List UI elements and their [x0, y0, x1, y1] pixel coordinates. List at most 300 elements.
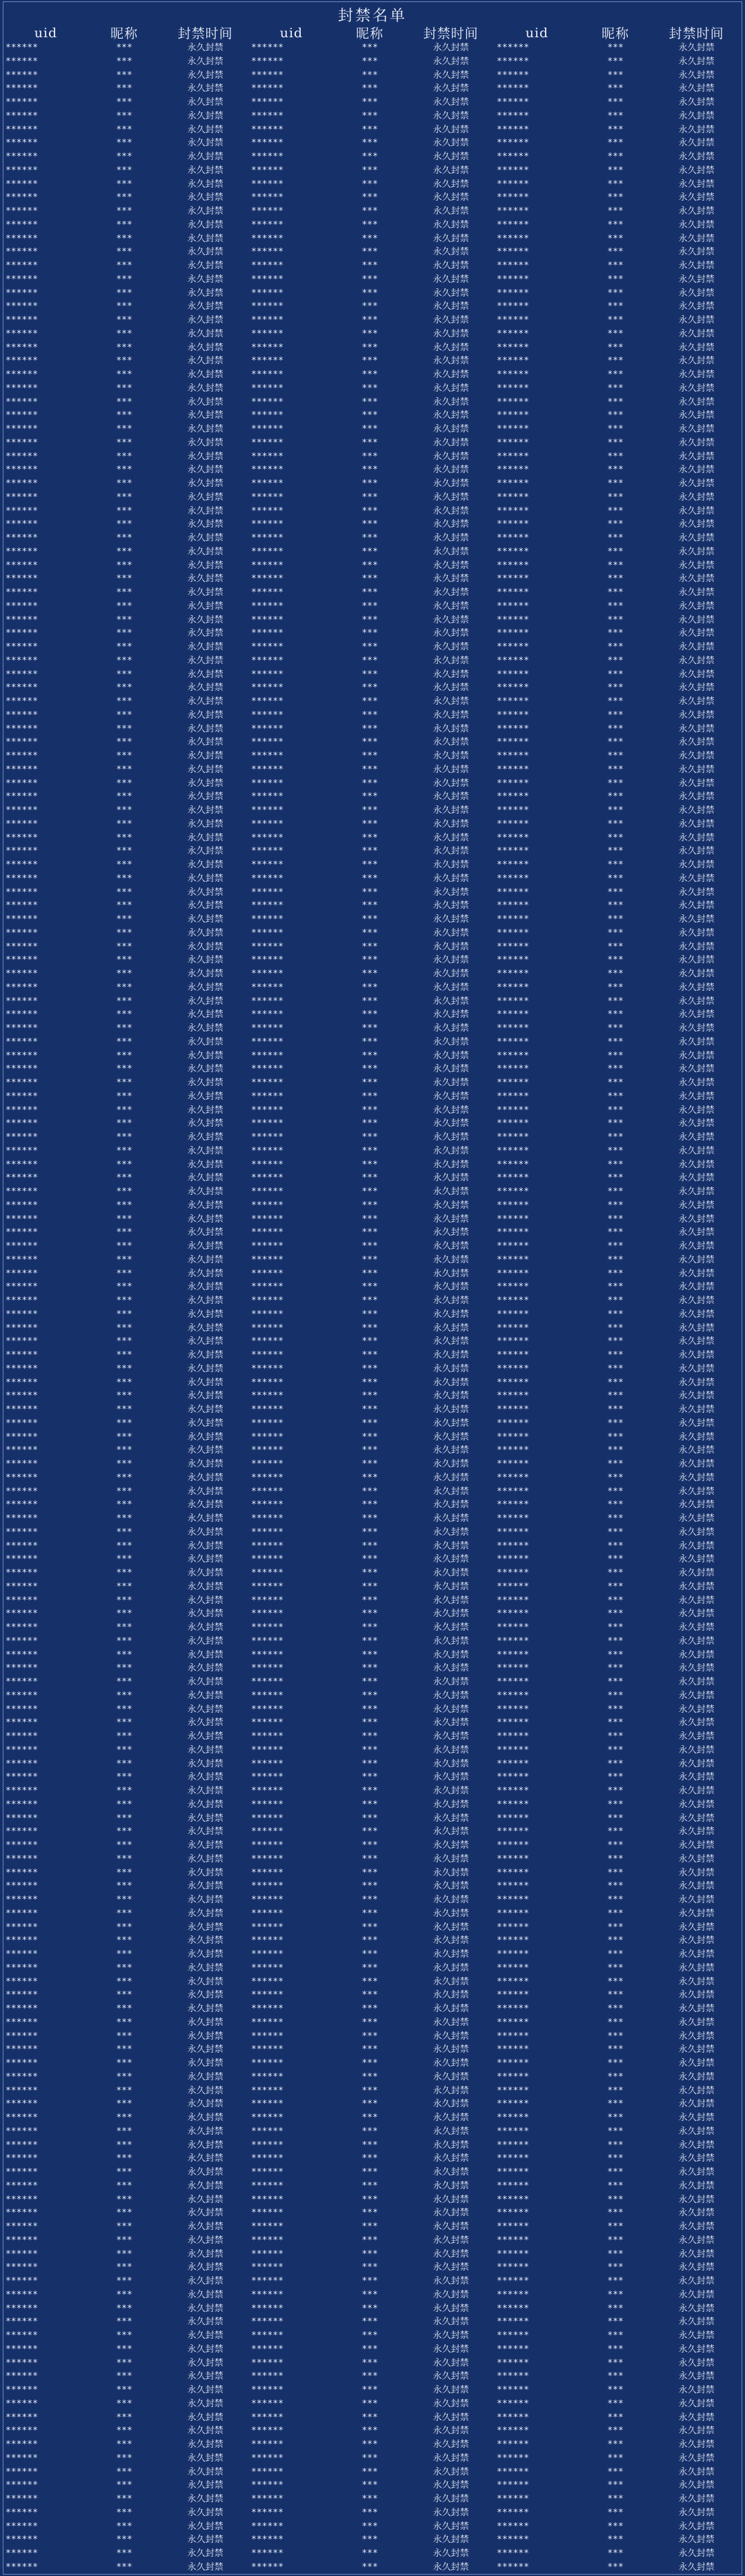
- ban-time-cell: 永久封禁: [187, 832, 223, 843]
- ban-time-cell: 永久封禁: [433, 560, 469, 571]
- header-uid: uid: [34, 25, 58, 41]
- ban-time-cell: 永久封禁: [187, 165, 223, 176]
- table-row: [4, 1444, 250, 1458]
- nickname-cell: ***: [116, 1908, 132, 1919]
- uid-cell: ******: [251, 1853, 284, 1864]
- ban-time-cell: 永久封禁: [678, 2235, 715, 2246]
- uid-cell: ******: [6, 2562, 38, 2573]
- table-row: [4, 1730, 250, 1744]
- table-row: [250, 314, 495, 328]
- uid-cell: ******: [251, 2194, 284, 2205]
- nickname-cell: ***: [361, 356, 378, 367]
- ban-time-cell: 永久封禁: [187, 2180, 223, 2191]
- nickname-cell: ***: [116, 288, 132, 299]
- table-row: [495, 178, 741, 192]
- nickname-cell: ***: [361, 2017, 378, 2028]
- ban-time-cell: 永久封禁: [433, 97, 469, 108]
- nickname-cell: ***: [607, 179, 624, 190]
- nickname-cell: ***: [361, 1704, 378, 1715]
- table-row: [495, 2302, 741, 2316]
- uid-cell: ******: [251, 356, 284, 367]
- uid-cell: ******: [497, 1622, 529, 1633]
- uid-cell: ******: [6, 505, 38, 516]
- uid-cell: ******: [251, 519, 284, 530]
- uid-cell: ******: [497, 206, 529, 217]
- table-row: [250, 818, 495, 832]
- table-row: [250, 641, 495, 654]
- ban-time-cell: 永久封禁: [187, 1377, 223, 1388]
- ban-time-cell: 永久封禁: [678, 846, 715, 857]
- ban-time-cell: 永久封禁: [433, 1568, 469, 1578]
- ban-time-cell: 永久封禁: [433, 1976, 469, 1987]
- table-row: [250, 436, 495, 450]
- uid-cell: ******: [497, 2398, 529, 2409]
- ban-time-cell: 永久封禁: [187, 710, 223, 721]
- nickname-cell: ***: [607, 778, 624, 789]
- ban-time-cell: 永久封禁: [678, 996, 715, 1007]
- table-row: [495, 1403, 741, 1417]
- table-row: [495, 1171, 741, 1185]
- table-row: [250, 423, 495, 436]
- ban-time-cell: 永久封禁: [678, 642, 715, 652]
- table-row: [495, 2234, 741, 2248]
- uid-cell: ******: [251, 655, 284, 666]
- table-row: [495, 1934, 741, 1948]
- nickname-cell: ***: [361, 1554, 378, 1565]
- ban-time-cell: 永久封禁: [678, 1336, 715, 1347]
- ban-time-cell: 永久封禁: [187, 97, 223, 108]
- table-row: [250, 1008, 495, 1022]
- ban-time-cell: 永久封禁: [678, 628, 715, 639]
- table-row: [4, 2248, 250, 2262]
- uid-cell: ******: [497, 97, 529, 108]
- uid-cell: ******: [497, 2371, 529, 2382]
- ban-time-cell: 永久封禁: [187, 1036, 223, 1047]
- table-row: [250, 477, 495, 491]
- uid-cell: ******: [497, 2521, 529, 2532]
- uid-cell: ******: [497, 124, 529, 135]
- uid-cell: ******: [497, 519, 529, 530]
- ban-time-cell: 永久封禁: [433, 1935, 469, 1946]
- table-row: [4, 559, 250, 573]
- nickname-cell: ***: [607, 465, 624, 476]
- ban-time-cell: 永久封禁: [187, 1078, 223, 1088]
- nickname-cell: ***: [361, 832, 378, 843]
- ban-time-cell: 永久封禁: [678, 683, 715, 694]
- table-row: [250, 463, 495, 477]
- uid-cell: ******: [497, 1704, 529, 1715]
- nickname-cell: ***: [607, 683, 624, 694]
- ban-time-cell: 永久封禁: [433, 2222, 469, 2232]
- nickname-cell: ***: [116, 1568, 132, 1578]
- uid-cell: ******: [251, 219, 284, 230]
- ban-time-cell: 永久封禁: [678, 873, 715, 884]
- ban-time-cell: 永久封禁: [187, 2480, 223, 2491]
- uid-cell: ******: [6, 1254, 38, 1265]
- uid-cell: ******: [6, 1895, 38, 1905]
- uid-cell: ******: [6, 2426, 38, 2437]
- uid-cell: ******: [251, 751, 284, 761]
- nickname-cell: ***: [116, 2439, 132, 2450]
- nickname-cell: ***: [361, 1867, 378, 1878]
- uid-cell: ******: [497, 1908, 529, 1919]
- table-row: [495, 545, 741, 559]
- table-row: [250, 1131, 495, 1145]
- table-row: [495, 532, 741, 545]
- table-row: [495, 2193, 741, 2207]
- table-row: [4, 2084, 250, 2098]
- ban-time-cell: 永久封禁: [187, 1527, 223, 1538]
- ban-time-cell: 永久封禁: [187, 860, 223, 870]
- uid-cell: ******: [251, 900, 284, 912]
- nickname-cell: ***: [607, 1813, 624, 1824]
- uid-cell: ******: [251, 805, 284, 816]
- uid-cell: ******: [6, 1976, 38, 1987]
- uid-cell: ******: [497, 2548, 529, 2559]
- table-row: [250, 1853, 495, 1866]
- table-row: [250, 123, 495, 137]
- ban-time-cell: 永久封禁: [678, 1132, 715, 1143]
- ban-time-cell: 永久封禁: [678, 274, 715, 285]
- nickname-cell: ***: [361, 1445, 378, 1456]
- table-row: [250, 2452, 495, 2466]
- nickname-cell: ***: [116, 2507, 132, 2518]
- nickname-cell: ***: [607, 1391, 624, 1402]
- table-row: [4, 1948, 250, 1962]
- ban-time-cell: 永久封禁: [187, 546, 223, 557]
- uid-cell: ******: [497, 955, 529, 966]
- table-row: [4, 981, 250, 995]
- table-row: [4, 1294, 250, 1308]
- table-row: [250, 1540, 495, 1553]
- table-row: [4, 1240, 250, 1254]
- ban-time-cell: 永久封禁: [678, 1118, 715, 1129]
- ban-time-cell: 永久封禁: [678, 1922, 715, 1933]
- table-row: [4, 2220, 250, 2234]
- table-row: [495, 1254, 741, 1267]
- ban-time-cell: 永久封禁: [678, 2303, 715, 2314]
- uid-cell: ******: [6, 1663, 38, 1674]
- table-row: [495, 273, 741, 287]
- table-row: [495, 1335, 741, 1349]
- table-row: [4, 1335, 250, 1349]
- uid-cell: ******: [497, 2303, 529, 2314]
- nickname-cell: ***: [361, 97, 378, 108]
- nickname-cell: ***: [116, 560, 132, 571]
- table-row: [250, 2180, 495, 2193]
- ban-time-cell: 永久封禁: [678, 723, 715, 734]
- table-row: [250, 2111, 495, 2125]
- nickname-cell: ***: [116, 2085, 132, 2096]
- table-row: [495, 627, 741, 641]
- ban-time-cell: 永久封禁: [187, 2289, 223, 2300]
- ban-time-cell: 永久封禁: [187, 1663, 223, 1674]
- ban-time-cell: 永久封禁: [678, 2167, 715, 2177]
- table-row: [250, 2547, 495, 2561]
- table-row: [4, 2533, 250, 2547]
- table-row: [4, 2520, 250, 2534]
- ban-time-cell: 永久封禁: [187, 2535, 223, 2546]
- ban-time-cell: 永久封禁: [678, 1704, 715, 1715]
- table-row: [495, 1036, 741, 1049]
- table-row: [250, 287, 495, 301]
- nickname-cell: ***: [607, 2562, 624, 2573]
- ban-time-cell: 永久封禁: [433, 533, 469, 543]
- table-row: [495, 1812, 741, 1826]
- uid-cell: ******: [251, 1990, 284, 2001]
- table-row: [495, 423, 741, 436]
- ban-time-cell: 永久封禁: [187, 2031, 223, 2042]
- header-ban-time: 封禁时间: [668, 26, 724, 41]
- nickname-cell: ***: [116, 1336, 132, 1347]
- ban-time-cell: 永久封禁: [433, 1159, 469, 1170]
- nickname-cell: ***: [361, 1663, 378, 1674]
- table-row: [495, 1825, 741, 1839]
- uid-cell: ******: [6, 2521, 38, 2532]
- uid-cell: ******: [6, 247, 38, 258]
- table-row: [4, 1621, 250, 1635]
- uid-cell: ******: [251, 628, 284, 639]
- table-row: [495, 2506, 741, 2520]
- nickname-cell: ***: [607, 424, 624, 434]
- table-row: [250, 2411, 495, 2425]
- header-nickname: 昵称: [356, 26, 384, 41]
- uid-cell: ******: [497, 2317, 529, 2328]
- ban-time-cell: 永久封禁: [433, 479, 469, 489]
- ban-time-cell: 永久封禁: [187, 2412, 223, 2423]
- ban-time-cell: 永久封禁: [433, 1649, 469, 1660]
- nickname-cell: ***: [361, 56, 378, 67]
- uid-cell: ******: [497, 1336, 529, 1347]
- uid-cell: ******: [251, 818, 284, 829]
- uid-cell: ******: [497, 1105, 529, 1116]
- nickname-cell: ***: [361, 261, 378, 271]
- table-row: [250, 137, 495, 150]
- nickname-cell: ***: [361, 1459, 378, 1469]
- table-row: [250, 600, 495, 614]
- nickname-cell: ***: [116, 792, 132, 803]
- uid-cell: ******: [6, 778, 38, 789]
- nickname-cell: ***: [607, 860, 624, 870]
- table-row: [250, 1880, 495, 1893]
- uid-cell: ******: [251, 574, 284, 585]
- ban-time-cell: 永久封禁: [433, 1145, 469, 1156]
- ban-time-cell: 永久封禁: [433, 1214, 469, 1225]
- ban-time-cell: 永久封禁: [433, 1962, 469, 1973]
- uid-cell: ******: [6, 2398, 38, 2409]
- nickname-cell: ***: [607, 315, 624, 325]
- uid-cell: ******: [497, 2412, 529, 2423]
- table-row: [250, 545, 495, 559]
- uid-cell: ******: [497, 396, 529, 407]
- uid-cell: ******: [497, 818, 529, 829]
- nickname-cell: ***: [607, 818, 624, 829]
- uid-cell: ******: [251, 1867, 284, 1878]
- uid-cell: ******: [251, 301, 284, 312]
- ban-time-cell: 永久封禁: [433, 1309, 469, 1320]
- nickname-cell: ***: [116, 301, 132, 312]
- ban-time-cell: 永久封禁: [433, 2167, 469, 2177]
- uid-cell: ******: [6, 751, 38, 761]
- ban-time-cell: 永久封禁: [187, 2058, 223, 2069]
- table-row: [495, 1621, 741, 1635]
- ban-time-cell: 永久封禁: [433, 424, 469, 434]
- ban-time-cell: 永久封禁: [433, 1622, 469, 1633]
- table-row: [495, 1948, 741, 1962]
- uid-cell: ******: [497, 1309, 529, 1320]
- uid-cell: ******: [251, 2439, 284, 2450]
- nickname-cell: ***: [607, 887, 624, 898]
- nickname-cell: ***: [607, 2398, 624, 2409]
- uid-cell: ******: [6, 1840, 38, 1851]
- ban-time-cell: 永久封禁: [187, 2426, 223, 2437]
- nickname-cell: ***: [607, 2262, 624, 2273]
- ban-time-cell: 永久封禁: [187, 1758, 223, 1769]
- ban-time-cell: 永久封禁: [433, 1827, 469, 1838]
- table-row: [250, 2166, 495, 2180]
- uid-cell: ******: [251, 2494, 284, 2504]
- ban-time-cell: 永久封禁: [187, 301, 223, 312]
- ban-time-cell: 永久封禁: [433, 2153, 469, 2164]
- uid-cell: ******: [497, 2235, 529, 2246]
- nickname-cell: ***: [361, 383, 378, 394]
- ban-time-cell: 永久封禁: [187, 1472, 223, 1483]
- table-row: [495, 2452, 741, 2466]
- table-row: [250, 763, 495, 777]
- ban-time-cell: 永久封禁: [433, 2262, 469, 2273]
- uid-cell: ******: [497, 2208, 529, 2219]
- uid-cell: ******: [251, 247, 284, 258]
- table-row: [250, 804, 495, 818]
- ban-time-cell: 永久封禁: [187, 1322, 223, 1334]
- table-row: [4, 273, 250, 287]
- ban-time-cell: 永久封禁: [678, 887, 715, 898]
- nickname-cell: ***: [361, 982, 378, 993]
- ban-time-cell: 永久封禁: [678, 1078, 715, 1088]
- table-row: [4, 627, 250, 641]
- ban-time-cell: 永久封禁: [187, 1718, 223, 1729]
- ban-time-cell: 永久封禁: [187, 601, 223, 612]
- ban-time-cell: 永久封禁: [678, 83, 715, 94]
- ban-time-cell: 永久封禁: [187, 533, 223, 543]
- ban-time-cell: 永久封禁: [678, 1187, 715, 1197]
- table-row: [250, 559, 495, 573]
- ban-time-cell: 永久封禁: [433, 614, 469, 625]
- table-row: [250, 2479, 495, 2493]
- nickname-cell: ***: [116, 2248, 132, 2260]
- table-row: [250, 1989, 495, 2002]
- nickname-cell: ***: [116, 97, 132, 108]
- uid-cell: ******: [6, 2222, 38, 2232]
- uid-cell: ******: [497, 2289, 529, 2300]
- ban-time-cell: 永久封禁: [433, 1064, 469, 1075]
- ban-time-cell: 永久封禁: [678, 587, 715, 598]
- ban-time-cell: 永久封禁: [433, 1609, 469, 1620]
- nickname-cell: ***: [116, 1663, 132, 1674]
- nickname-cell: ***: [116, 2426, 132, 2437]
- ban-time-cell: 永久封禁: [433, 370, 469, 380]
- ban-time-cell: 永久封禁: [433, 2507, 469, 2518]
- nickname-cell: ***: [361, 887, 378, 898]
- ban-time-cell: 永久封禁: [187, 1881, 223, 1892]
- nickname-cell: ***: [607, 737, 624, 748]
- table-row: [4, 1145, 250, 1158]
- ban-time-cell: 永久封禁: [678, 97, 715, 108]
- uid-cell: ******: [6, 873, 38, 884]
- ban-time-cell: 永久封禁: [433, 1227, 469, 1238]
- uid-cell: ******: [251, 2235, 284, 2246]
- nickname-cell: ***: [116, 1731, 132, 1742]
- table-row: [250, 681, 495, 695]
- uid-cell: ******: [251, 723, 284, 734]
- ban-time-cell: 永久封禁: [433, 2289, 469, 2300]
- ban-time-cell: 永久封禁: [187, 2167, 223, 2177]
- nickname-cell: ***: [116, 1268, 132, 1279]
- ban-time-cell: 永久封禁: [433, 955, 469, 966]
- uid-cell: ******: [251, 1786, 284, 1796]
- ban-time-cell: 永久封禁: [187, 396, 223, 407]
- uid-cell: ******: [497, 900, 529, 912]
- ban-time-cell: 永久封禁: [678, 1649, 715, 1660]
- table-row: [4, 2288, 250, 2302]
- uid-cell: ******: [497, 2099, 529, 2110]
- table-row: [4, 1580, 250, 1594]
- nickname-cell: ***: [361, 1949, 378, 1960]
- table-row: [250, 2506, 495, 2520]
- uid-cell: ******: [497, 1214, 529, 1225]
- ban-time-cell: 永久封禁: [433, 887, 469, 898]
- nickname-cell: ***: [116, 2317, 132, 2328]
- table-row: [495, 2125, 741, 2139]
- uid-cell: ******: [497, 2344, 529, 2355]
- uid-cell: ******: [6, 2439, 38, 2450]
- table-row: [250, 967, 495, 981]
- ban-time-cell: 永久封禁: [433, 1881, 469, 1892]
- table-row: [250, 518, 495, 532]
- table-row: [495, 832, 741, 845]
- uid-cell: ******: [6, 2480, 38, 2491]
- table-row: [495, 1131, 741, 1145]
- table-row: [495, 2248, 741, 2262]
- ban-list-column: [495, 23, 741, 2575]
- table-row: [250, 1104, 495, 1118]
- table-row: [4, 1417, 250, 1431]
- table-row: [4, 82, 250, 96]
- nickname-cell: ***: [361, 2521, 378, 2532]
- table-row: [250, 1567, 495, 1580]
- ban-time-cell: 永久封禁: [678, 1322, 715, 1334]
- table-row: [250, 1254, 495, 1267]
- nickname-cell: ***: [361, 2562, 378, 2573]
- uid-cell: ******: [251, 288, 284, 299]
- nickname-cell: ***: [116, 492, 132, 503]
- nickname-cell: ***: [116, 1609, 132, 1620]
- uid-cell: ******: [251, 2004, 284, 2014]
- table-row: [495, 1798, 741, 1812]
- uid-cell: ******: [497, 1554, 529, 1565]
- uid-cell: ******: [497, 846, 529, 857]
- table-row: [495, 150, 741, 164]
- uid-cell: ******: [251, 533, 284, 543]
- table-row: [495, 1267, 741, 1281]
- table-row: [495, 2097, 741, 2111]
- table-row: [250, 2152, 495, 2166]
- ban-time-cell: 永久封禁: [433, 1908, 469, 1919]
- nickname-cell: ***: [116, 1595, 132, 1606]
- ban-time-cell: 永久封禁: [187, 110, 223, 121]
- uid-cell: ******: [6, 1200, 38, 1211]
- table-row: [495, 69, 741, 83]
